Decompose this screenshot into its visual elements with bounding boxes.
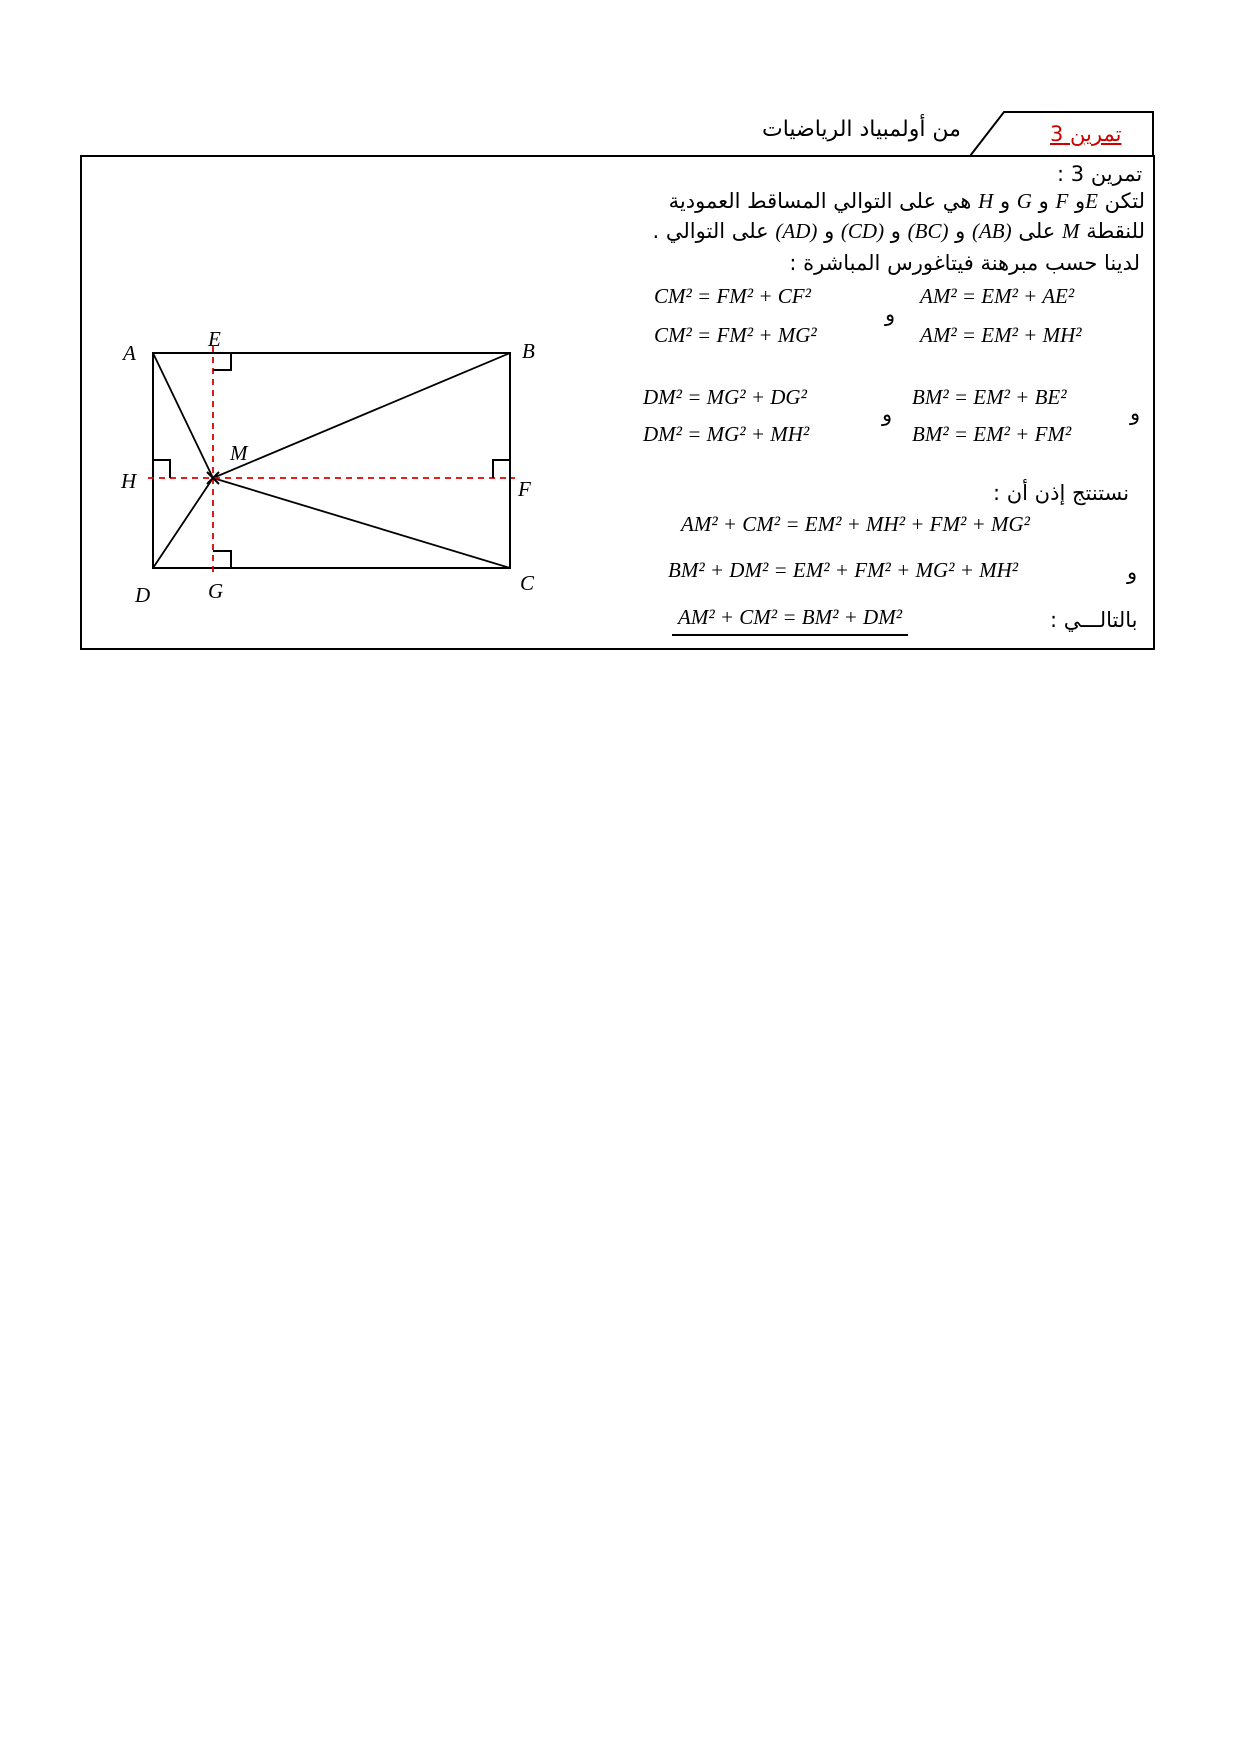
line1-start: لتكن [1104,189,1145,213]
conclude-text: نستنتج إذن أن : [993,481,1130,505]
line-cd-label: (CD) [840,219,885,243]
right-angle-f [493,460,510,478]
line2-and-2: و [890,219,901,243]
equation-bm-be: BM² = EM² + BE² [912,385,1067,409]
line2-and-3: و [824,219,835,243]
rectangle-figure [110,320,570,620]
line1-and-2: و [1038,189,1049,213]
right-angle-g [213,551,231,568]
label-a: A [123,341,136,365]
exercise-line-1 [669,189,1145,214]
label-g: G [208,579,224,603]
line1-and-3: و [999,189,1011,213]
and-word-1: و [885,302,896,326]
label-c: C [520,571,535,595]
point-f-label: F [1055,189,1069,213]
segment-mc [213,478,510,568]
equation-sum-2: BM² + DM² = EM² + FM² + MG² + MH² [668,558,1019,582]
header-source: من أولمبياد الرياضيات [762,117,961,142]
exercise-line-3: لدينا حسب مبرهنة فيتاغورس المباشرة : [789,251,1140,275]
line2-start: للنقطة [1086,219,1145,243]
line-ad-label: (AD) [775,219,818,243]
line2-ala: على [1018,219,1056,243]
equation-am-ae: AM² = EM² + AE² [920,284,1075,308]
exercise-line-2 [653,219,1145,244]
equation-am-mh: AM² = EM² + MH² [920,323,1082,347]
label-b: B [522,339,535,363]
rectangle-abcd [153,353,510,568]
and-word-3: و [882,402,893,426]
line2-end: على التوالي . [652,219,769,243]
label-m: M [230,441,248,465]
line1-and-1: و [1075,189,1086,213]
line2-and-1: و [955,219,966,243]
therefore-text: بالتالـــي : [1050,608,1138,632]
point-m-label: M [1062,219,1080,243]
header-tab-label: تمرين 3 [1050,122,1122,146]
point-e-label: E [1085,189,1098,213]
equation-cm-mg: CM² = FM² + MG² [654,323,817,347]
label-d: D [135,583,151,607]
equation-cm-cf: CM² = FM² + CF² [654,284,811,308]
right-angle-h [153,460,170,478]
segment-mb [213,353,510,478]
point-g-label: G [1016,189,1032,213]
equation-bm-fm: BM² = EM² + FM² [912,422,1072,446]
equation-sum-1: AM² + CM² = EM² + MH² + FM² + MG² [681,512,1030,536]
label-h: H [121,469,137,493]
line1-rest: هي على التوالي المساقط العمودية [668,189,972,213]
right-angle-e [213,353,231,370]
label-e: E [208,327,221,351]
line-bc-label: (BC) [907,219,949,243]
and-word-4: و [1127,560,1138,584]
line-ab-label: (AB) [971,219,1012,243]
equation-result: AM² + CM² = BM² + DM² [672,605,908,636]
point-h-label: H [978,189,994,213]
segment-md [153,478,213,568]
and-word-2: و [1130,401,1141,425]
equation-dm-mh: DM² = MG² + MH² [643,422,810,446]
equation-dm-dg: DM² = MG² + DG² [643,385,807,409]
label-f: F [518,477,531,501]
exercise-heading: تمرين 3 : [1057,162,1143,186]
